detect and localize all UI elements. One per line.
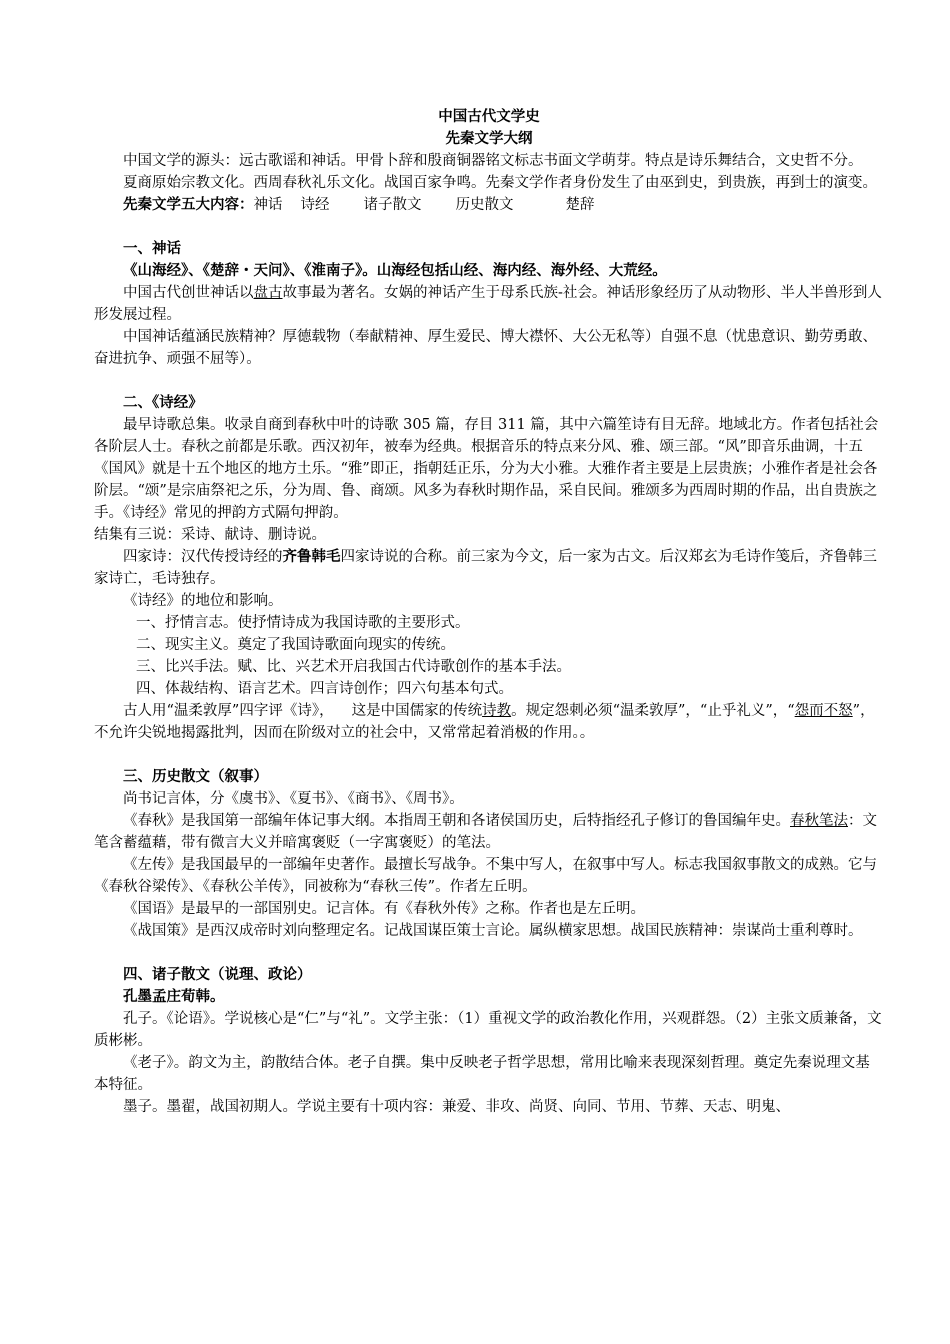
shijing-paragraph-1: 最早诗歌总集。收录自商到春秋中叶的诗歌 305 篇，存目 311 篇，其中六篇笙诗有目无辞。地域北方。作者包括社会各阶层人士。春秋之前都是乐歌。西汉初年，被奉为经典。根据音乐的特点来分风、雅、颂三部。“风”即音乐曲调，十五《国风》就是十五个地区的地方土乐。“雅”即正，指朝廷正乐，分为大小雅。大雅作者主要是上层贵族；小雅作者是社会各阶层。“颂”是宗庙祭祀之乐，分为周、鲁、商颂。风多为春秋时期作品，采自民间。雅颂多为西周时期的作品，出自贵族之手。《诗经》常见的押韵方式隔句押韵。 <box>94 417 879 521</box>
shijing-list-item: 三、比兴手法。赋、比、兴艺术开启我国古代诗歌创作的基本手法。 <box>136 659 571 675</box>
section-heading-history-prose: 三、历史散文（叙事） <box>123 768 268 785</box>
history-paragraph-2: 《春秋》是我国第一部编年体记事大纲。本指周王朝和各诸侯国历史，后特指经孔子修订的鲁国编年史。春秋笔法：文笔含蓄蕴藉，带有微言大义并暗寓褒贬（一字寓褒贬）的笔法。 <box>94 813 877 851</box>
document-title: 中国古代文学史 <box>438 108 540 125</box>
five-contents-label: 先秦文学五大内容： <box>123 196 254 213</box>
philosophers-list: 孔墨孟庄荀韩。 <box>123 988 225 1005</box>
section-heading-shijing: 二、《诗经》 <box>123 394 203 411</box>
underlined-term: 春秋笔法 <box>790 813 848 829</box>
five-content-item: 诸子散文 <box>363 197 422 213</box>
five-contents-line <box>94 194 884 216</box>
shijing-paragraph-5: 古人用“温柔敦厚”四字评《诗》， 这是中国儒家的传统诗教。规定怨刺必须“温柔敦厚”，“止乎礼义”，“怨而不怒”，不允许尖锐地揭露批判，因而在阶级对立的社会中，又常常起着消极的作用。。 <box>94 703 875 741</box>
shijing-list-item: 一、抒情言志。使抒情诗成为我国诗歌的主要形式。 <box>136 615 470 631</box>
shijing-paragraph-4: 《诗经》的地位和影响。 <box>123 593 283 609</box>
five-content-item: 楚辞 <box>565 197 595 213</box>
philosophers-paragraph-1: 孔子。《论语》。学说核心是“仁”与“礼”。文学主张：（1）重视文学的政治教化作用，兴观群怨。（2）主张文质兼备，文质彬彬。 <box>94 1011 882 1049</box>
philosophers-paragraph-3: 墨子。墨翟，战国初期人。学说主要有十项内容：兼爱、非攻、尚贤、向同、节用、节葬、天志、明鬼、 <box>123 1099 790 1115</box>
history-paragraph-5: 《战国策》是西汉成帝时刘向整理定名。记战国谋臣策士言论。属纵横家思想。战国民族精神：崇谋尚士重利尊时。 <box>123 923 863 939</box>
shijing-paragraph-2: 结集有三说：采诗、献诗、删诗说。 <box>94 527 326 543</box>
document-subtitle: 先秦文学大纲 <box>445 130 533 147</box>
shijing-paragraph-3: 四家诗：汉代传授诗经的齐鲁韩毛四家诗说的合称。前三家为今文，后一家为古文。后汉郑玄为毛诗作笺后，齐鲁韩三家诗亡，毛诗独存。 <box>94 548 877 587</box>
underlined-term: 盘古 <box>253 285 283 301</box>
five-content-item: 神话 <box>253 197 283 213</box>
history-paragraph-4: 《国语》是最早的一部国别史。记言体。有《春秋外传》之称。作者也是左丘明。 <box>123 901 645 917</box>
section-heading-philosophers: 四、诸子散文（说理、政论） <box>123 966 312 983</box>
five-content-item: 历史散文 <box>455 197 514 213</box>
section-heading-myth: 一、神话 <box>123 240 181 257</box>
myth-sources: 《山海经》、《楚辞・天问》、《淮南子》。山海经包括山经、海内经、海外经、大荒经。 <box>123 262 667 279</box>
shijing-list-item: 四、体裁结构、语言艺术。四言诗创作；四六句基本句式。 <box>136 681 513 697</box>
history-paragraph-3: 《左传》是我国最早的一部编年史著作。最擅长写战争。不集中写人，在叙事中写人。标志我国叙事散文的成熟。它与《春秋谷梁传》、《春秋公羊传》，同被称为“春秋三传”。作者左丘明。 <box>94 857 877 895</box>
myth-paragraph-1: 中国古代创世神话以盘古故事最为著名。女娲的神话产生于母系氏族-社会。神话形象经历了从动物形、半人半兽形到人形发展过程。 <box>94 285 882 323</box>
five-content-item: 诗经 <box>300 197 330 213</box>
document-page <box>94 106 884 1118</box>
myth-paragraph-2: 中国神话蕴涵民族精神？厚德载物（奉献精神、厚生爱民、博大襟怀、大公无私等）自强不息（忧患意识、勤劳勇敢、奋进抗争、顽强不屈等）。 <box>94 329 877 367</box>
bold-term: 齐鲁韩毛 <box>282 548 341 565</box>
underlined-term: 诗教 <box>482 703 512 719</box>
history-paragraph-1: 尚书记言体，分《虞书》、《夏书》、《商书》、《周书》。 <box>123 791 464 807</box>
philosophers-paragraph-2: 《老子》。韵文为主，韵散结合体。老子自撰。集中反映老子哲学思想，常用比喻来表现深刻哲理。奠定先秦说理文基本特征。 <box>94 1055 870 1093</box>
shijing-list-item: 二、现实主义。奠定了我国诗歌面向现实的传统。 <box>136 637 455 653</box>
intro-paragraph-2: 夏商原始宗教文化。西周春秋礼乐文化。战国百家争鸣。先秦文学作者身份发生了由巫到史，到贵族，再到士的演变。 <box>123 175 877 191</box>
intro-paragraph-1: 中国文学的源头：远古歌谣和神话。甲骨卜辞和殷商铜器铭文标志书面文学萌芽。特点是诗乐舞结合，文史哲不分。 <box>123 153 863 169</box>
underlined-term: 怨而不怒 <box>794 703 853 719</box>
